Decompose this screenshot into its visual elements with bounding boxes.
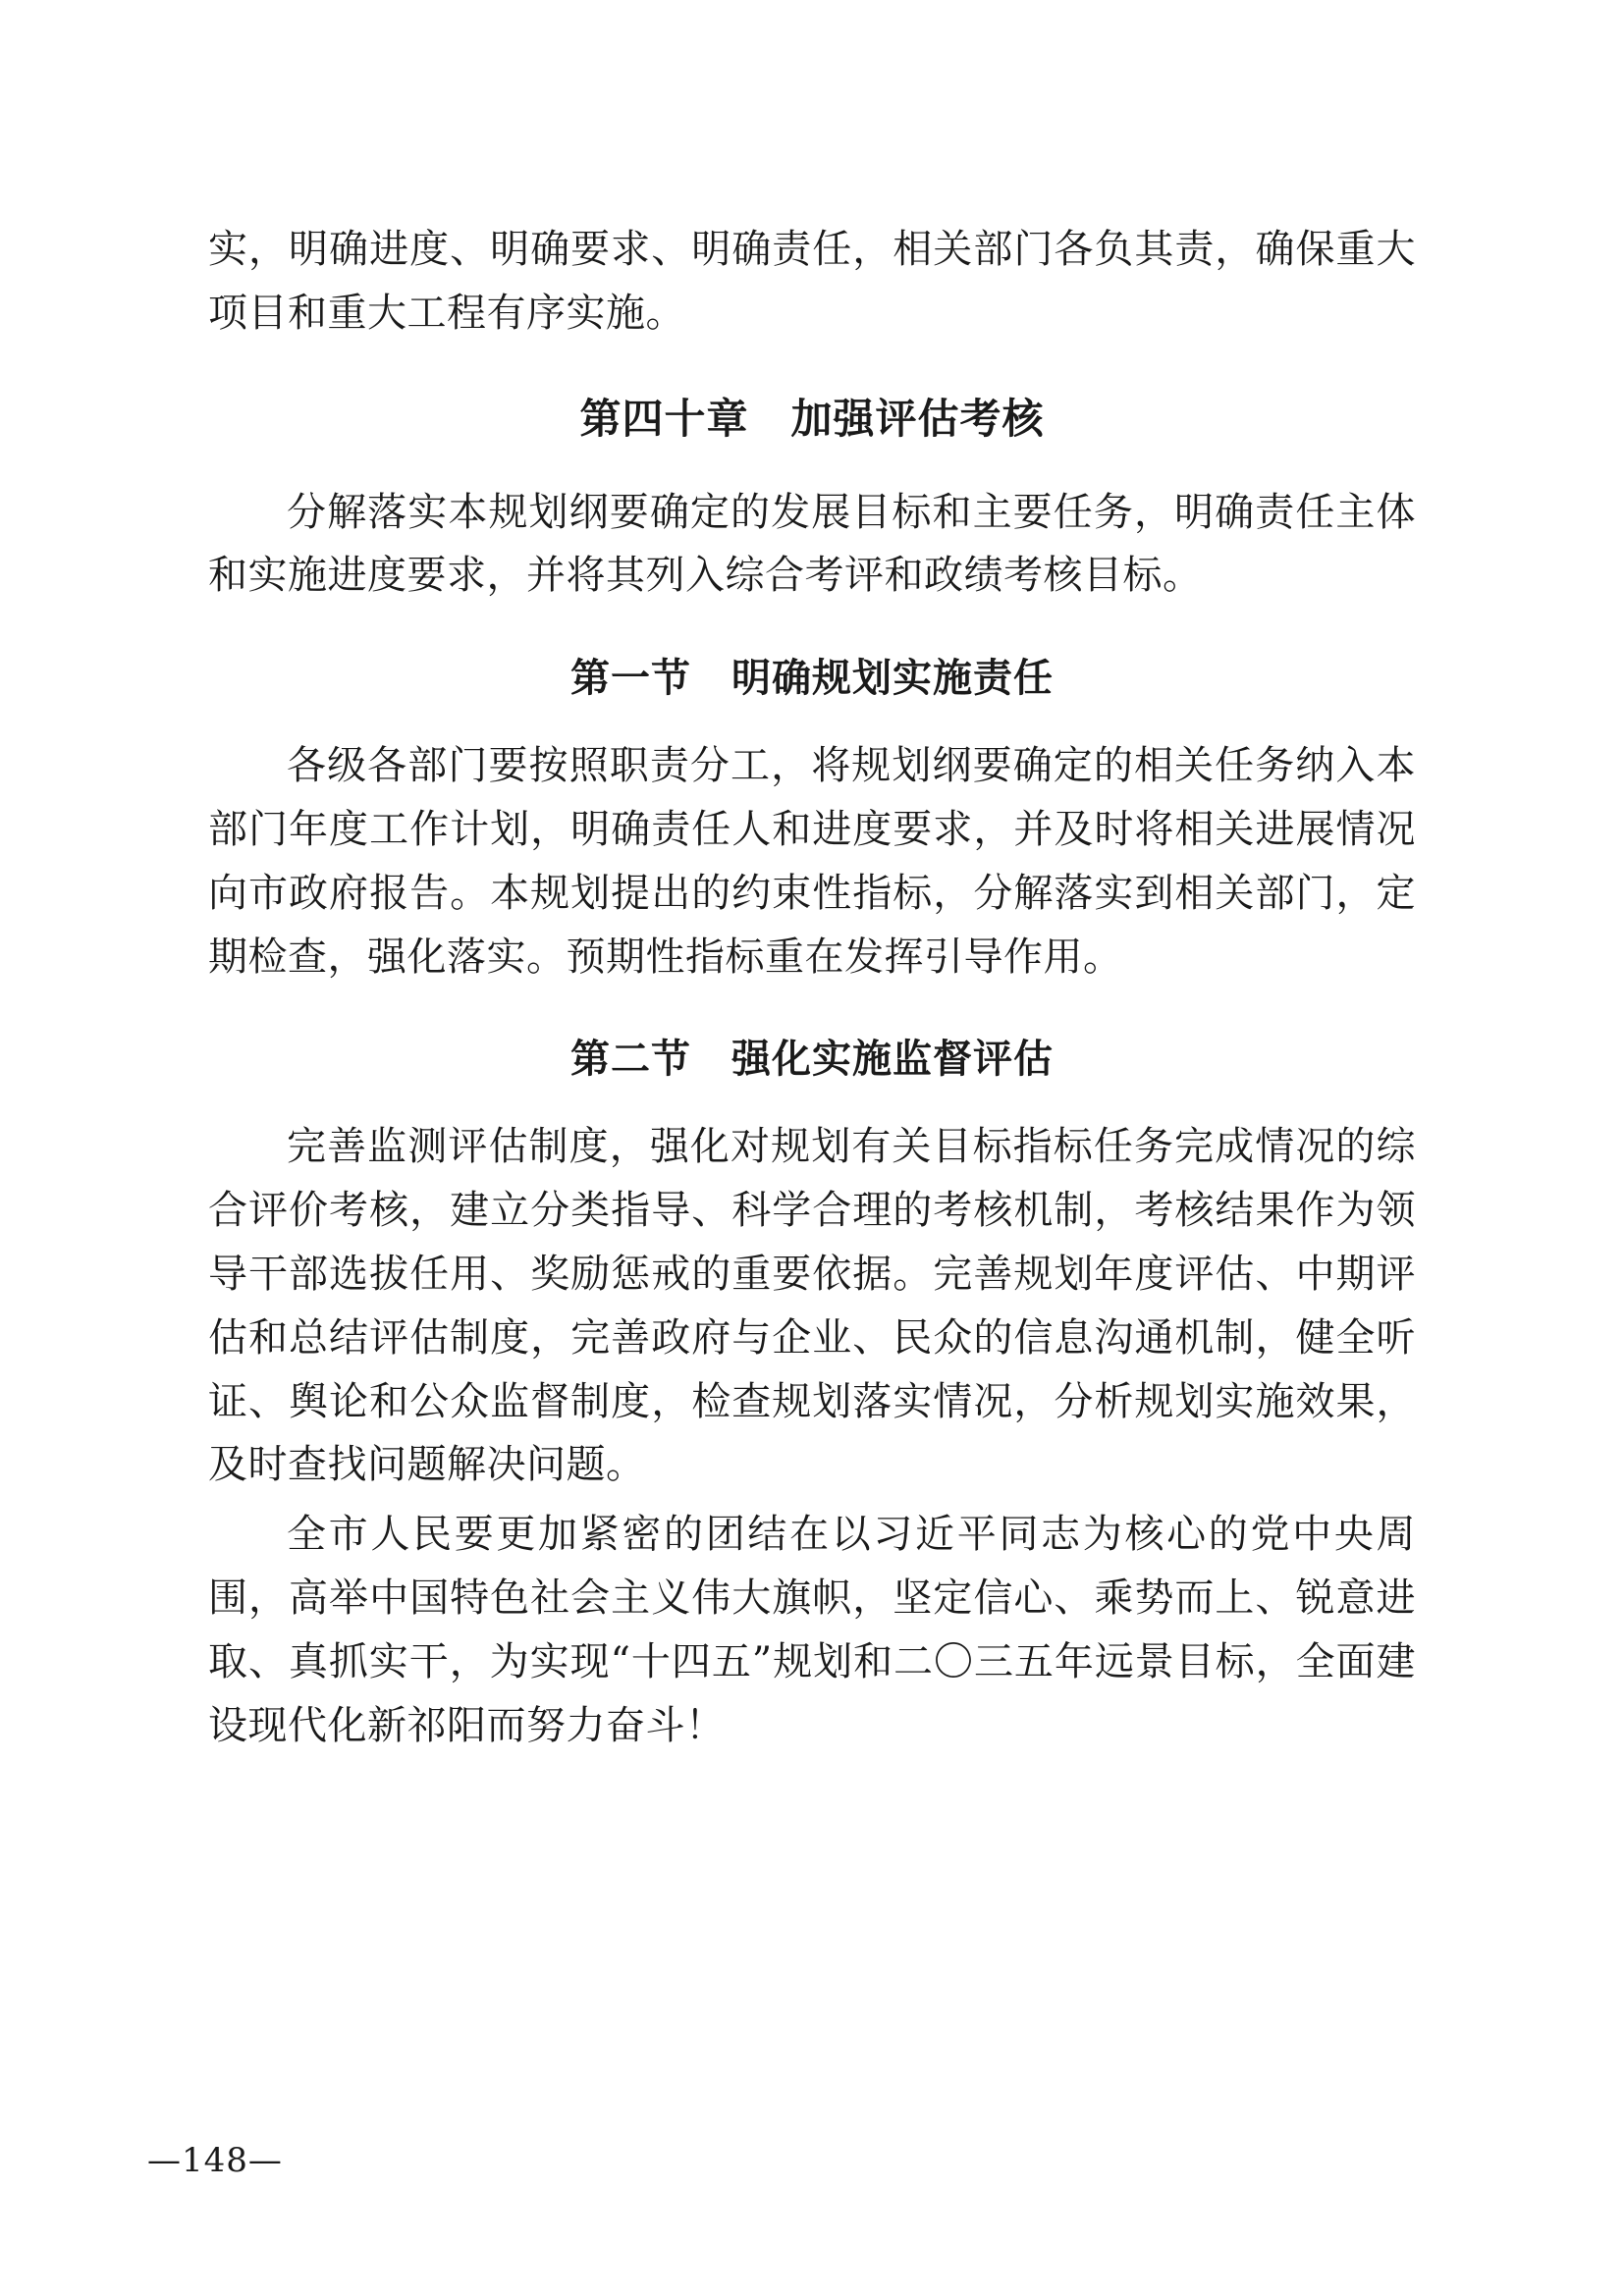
section-heading-2: 第二节 强化实施监督评估	[570, 1037, 1054, 1083]
paragraph-continuation: 实，明确进度、明确要求、明确责任，相关部门各负其责，确保重大项目和重大工程有序实施。	[208, 227, 1416, 336]
section-heading-1: 第一节 明确规划实施责任	[570, 656, 1054, 702]
page-content	[208, 218, 1416, 1763]
section-2-paragraph: 完善监测评估制度，强化对规划有关目标指标任务完成情况的综合评价考核，建立分类指导、科学合理的考核机制，考核结果作为领导干部选拔任用、奖励惩戒的重要依据。完善规划年度评估、中期评估和总结评估制度，完善政府与企业、民众的信息沟通机制，健全听证、舆论和公众监督制度，检查规划落实情况，分析规划实施效果，及时查找问题解决问题。	[208, 1124, 1416, 1488]
chapter-intro-paragraph: 分解落实本规划纲要确定的发展目标和主要任务，明确责任主体和实施进度要求，并将其列入综合考评和政绩考核目标。	[208, 489, 1416, 599]
page-number: —148—	[147, 2141, 283, 2180]
section-1-paragraph: 各级各部门要按照职责分工，将规划纲要确定的相关任务纳入本部门年度工作计划，明确责任人和进度要求，并及时将相关进展情况向市政府报告。本规划提出的约束性指标，分解落实到相关部门，定期检查，强化落实。预期性指标重在发挥引导作用。	[208, 743, 1416, 980]
closing-paragraph: 全市人民要更加紧密的团结在以习近平同志为核心的党中央周围，高举中国特色社会主义伟大旗帜，坚定信心、乘势而上、锐意进取、真抓实干，为实现“十四五”规划和二〇三五年远景目标，全面建设现代化新祁阳而努力奋斗！	[208, 1512, 1416, 1748]
chapter-heading-40: 第四十章 加强评估考核	[579, 394, 1045, 443]
